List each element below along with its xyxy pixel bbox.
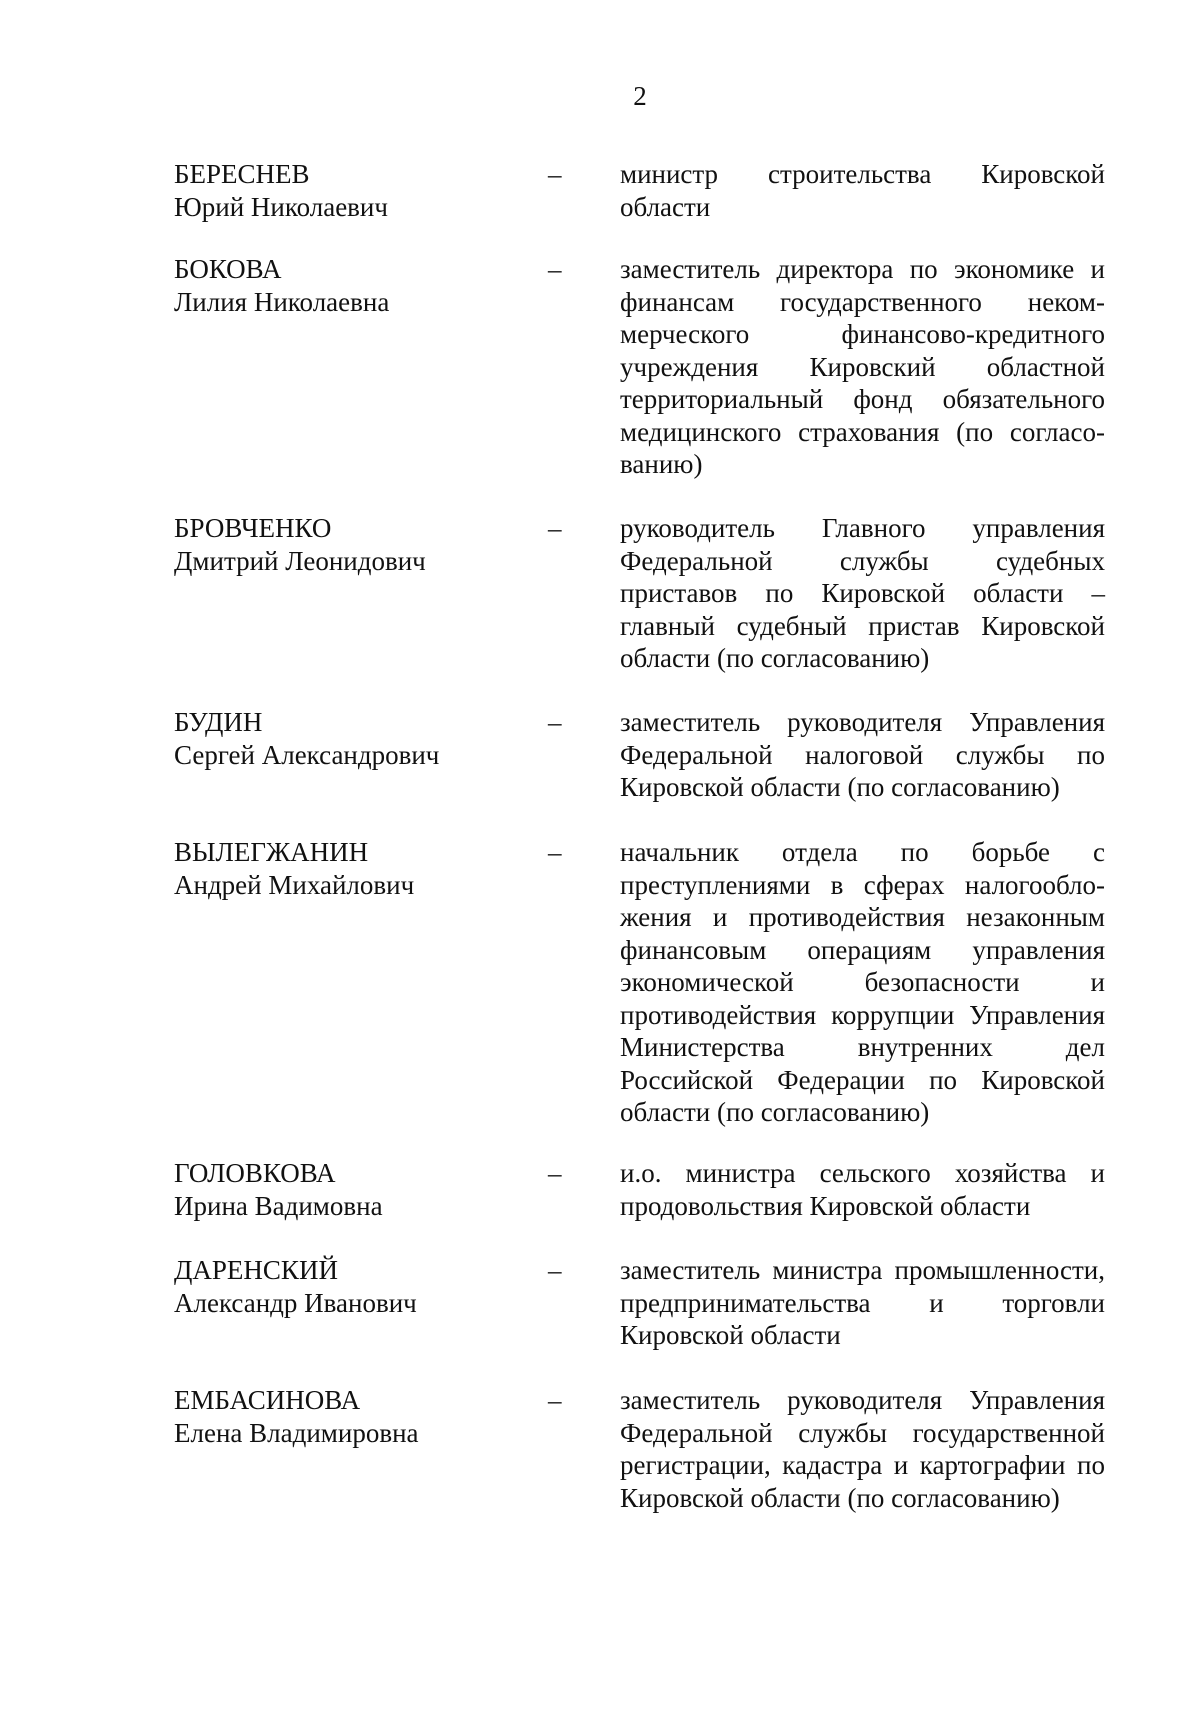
member-name bbox=[174, 253, 534, 318]
member-name bbox=[174, 512, 534, 577]
member-given-names: Дмитрий Леонидович bbox=[174, 545, 426, 576]
member-name bbox=[174, 836, 534, 901]
member-position: начальник отдела по борьбе с преступлениями в сферах налогообложения и противодействия незаконным финансовым операциям управления экономической безопасности и противодействия коррупции Управления Министерства внутренних дел Российской Федерации по Кировской области (по согласованию) bbox=[620, 837, 1105, 1127]
member-given-names: Юрий Николаевич bbox=[174, 191, 388, 222]
member-name bbox=[174, 1157, 534, 1222]
member-position: руководитель Главного управления Федеральной службы судебных приставов по Кировской области – главный судебный пристав Кировской области (по согласованию) bbox=[620, 513, 1105, 673]
member-given-names: Ирина Вадимовна bbox=[174, 1190, 383, 1221]
member-surname: ВЫЛЕГЖАНИН bbox=[174, 837, 369, 867]
member-given-names: Александр Иванович bbox=[174, 1287, 417, 1318]
separator-dash: – bbox=[548, 1158, 562, 1188]
separator-dash: – bbox=[548, 254, 562, 284]
member-surname: ЕМБАСИНОВА bbox=[174, 1385, 361, 1415]
member-given-names: Лилия Николаевна bbox=[174, 286, 390, 317]
separator-dash: – bbox=[548, 837, 562, 867]
member-surname: БЕРЕСНЕВ bbox=[174, 159, 310, 189]
member-position: заместитель директора по экономике и финансам государственного некоммерческого финансово-кредитного учреждения Кировский областной территориальный фонд обязательного медицинского страхования (по согласованию) bbox=[620, 254, 1105, 479]
member-surname: БОКОВА bbox=[174, 254, 282, 284]
member-given-names: Сергей Александрович bbox=[174, 739, 440, 770]
separator-dash: – bbox=[548, 159, 562, 189]
member-surname: ГОЛОВКОВА bbox=[174, 1158, 336, 1188]
member-position: министр строительства Кировской области bbox=[620, 159, 1105, 222]
member-name bbox=[174, 706, 534, 771]
member-given-names: Андрей Михайлович bbox=[174, 869, 415, 900]
member-position: и.о. министра сельского хозяйства и продовольствия Кировской области bbox=[620, 1158, 1105, 1221]
separator-dash: – bbox=[548, 1255, 562, 1285]
member-name bbox=[174, 1254, 534, 1319]
page-number: 2 bbox=[633, 81, 647, 111]
separator-dash: – bbox=[548, 513, 562, 543]
member-surname: БУДИН bbox=[174, 707, 263, 737]
separator-dash: – bbox=[548, 1385, 562, 1415]
member-surname: БРОВЧЕНКО bbox=[174, 513, 332, 543]
member-position: заместитель руководителя Управления Федеральной налоговой службы по Кировской области (по согласованию) bbox=[620, 707, 1105, 802]
member-name bbox=[174, 158, 534, 223]
member-name bbox=[174, 1384, 534, 1449]
member-given-names: Елена Владимировна bbox=[174, 1417, 419, 1448]
separator-dash: – bbox=[548, 707, 562, 737]
member-surname: ДАРЕНСКИЙ bbox=[174, 1255, 338, 1285]
member-position: заместитель министра промышленности, предпринимательства и торговли Кировской области bbox=[620, 1255, 1105, 1350]
member-position: заместитель руководителя Управления Федеральной службы государственной регистрации, кадастра и картографии по Кировской области (по согласованию) bbox=[620, 1385, 1105, 1513]
